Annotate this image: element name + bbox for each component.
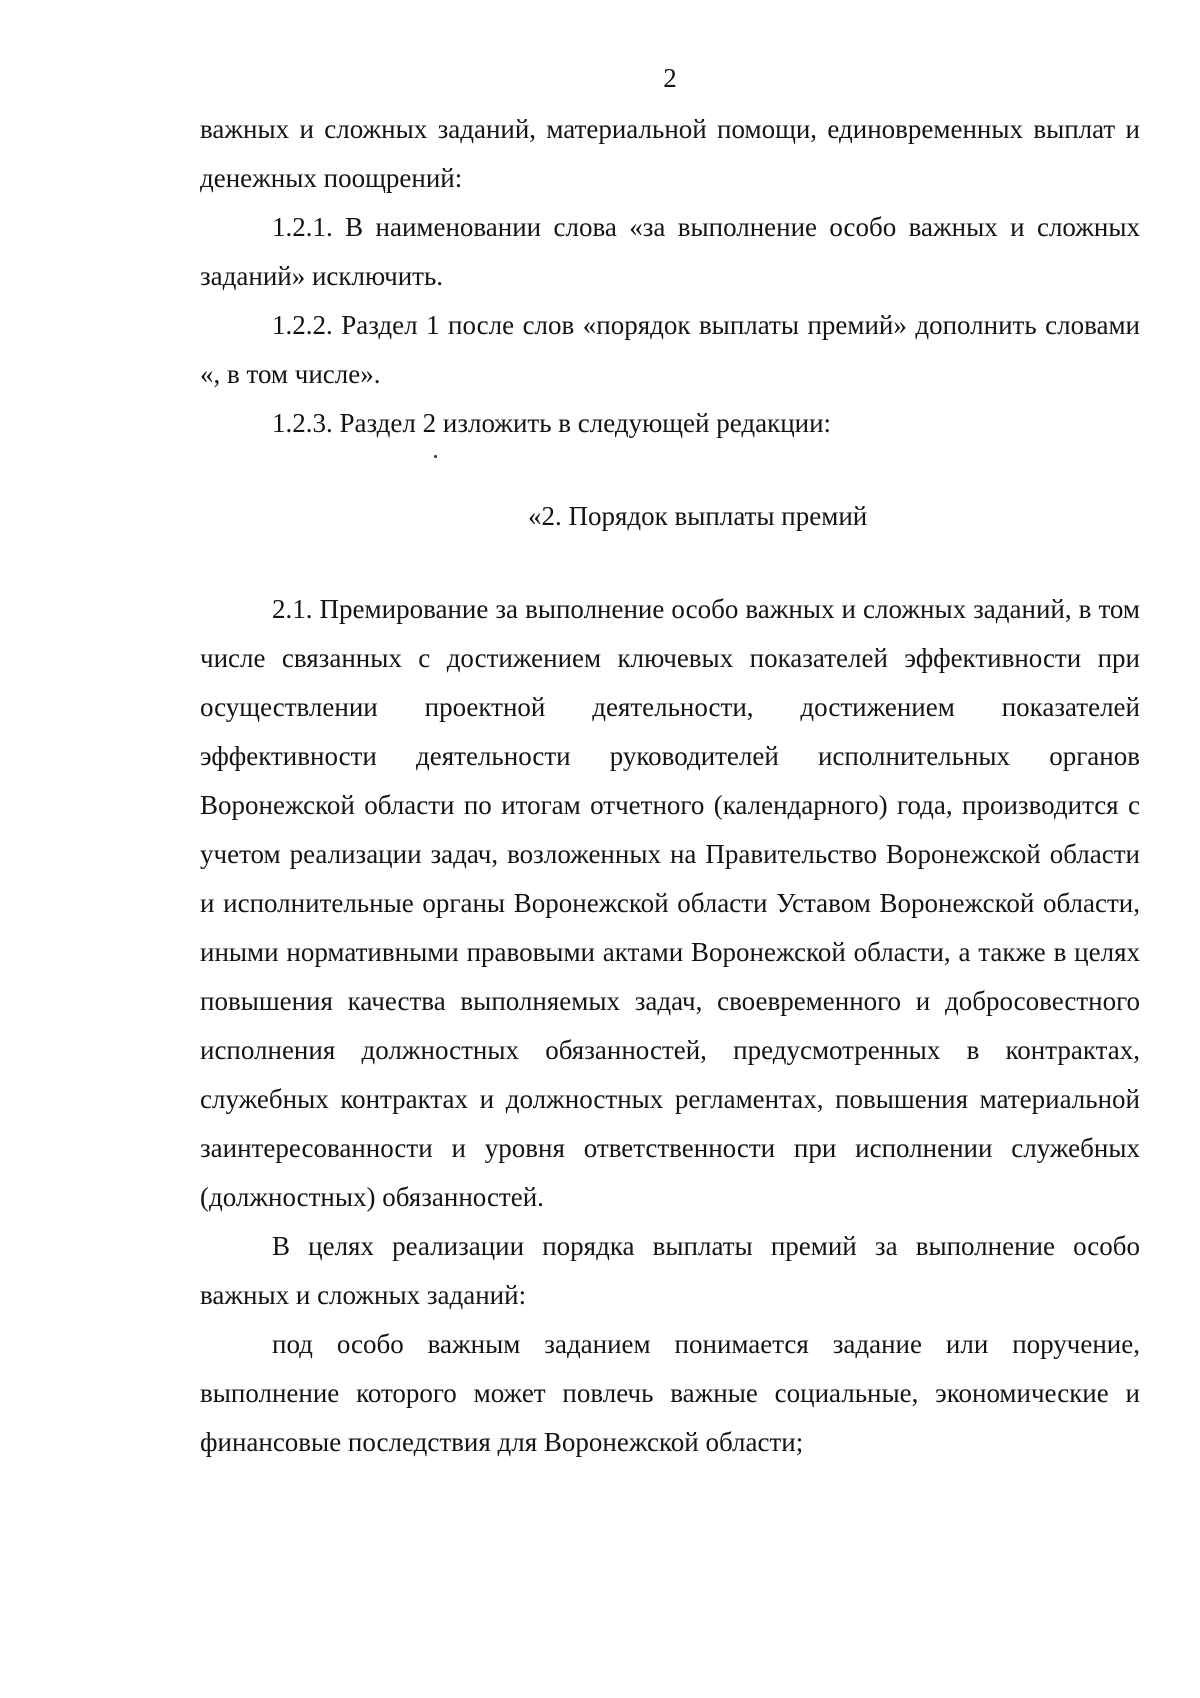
paragraph-continuation: важных и сложных заданий, материальной помощи, единовременных выплат и денежных поощрений: [200, 114, 1140, 193]
spacer [200, 541, 1140, 585]
page-number: 2 [663, 63, 677, 93]
paragraph-purpose: В целях реализации порядка выплаты премий за выполнение особо важных и сложных заданий: [200, 1231, 1140, 1310]
paragraph-2-1: 2.1. Премирование за выполнение особо важных и сложных заданий, в том числе связанных с достижением ключевых показателей эффективности при осуществлении проектной деятельности, достижением показателей эффективности деятельности руководителей исполнительных органов Воронежской области по итогам отчетного (календарного) года, производится с учетом реализации задач, возложенных на Правительство Воронежской области и исполнительные органы Воронежской области Уставом Воронежской области, иными нормативными правовыми актами Воронежской области, а также в целях повышения качества выполняемых задач, своевременного и добросовестного исполнения должностных обязанностей, предусмотренных в контрактах, служебных контрактах и должностных регламентах, повышения материальной заинтересованности и уровня ответственности при исполнении служебных (должностных) обязанностей. [200, 594, 1140, 1212]
paragraph-1-2-3: 1.2.3. Раздел 2 изложить в следующей редакции: [272, 408, 832, 438]
paragraph-1-2-1: 1.2.1. В наименовании слова «за выполнение особо важных и сложных заданий» исключить. [200, 212, 1140, 291]
section-heading: «2. Порядок выплаты премий [528, 501, 868, 531]
spacer [200, 448, 1140, 492]
document-body [200, 105, 1140, 1467]
paragraph-definition: под особо важным заданием понимается задание или поручение, выполнение которого может повлечь важные социальные, экономические и финансовые последствия для Воронежской области; [200, 1329, 1140, 1457]
paragraph-1-2-2: 1.2.2. Раздел 1 после слов «порядок выплаты премий» дополнить словами «, в том числе». [200, 310, 1140, 389]
